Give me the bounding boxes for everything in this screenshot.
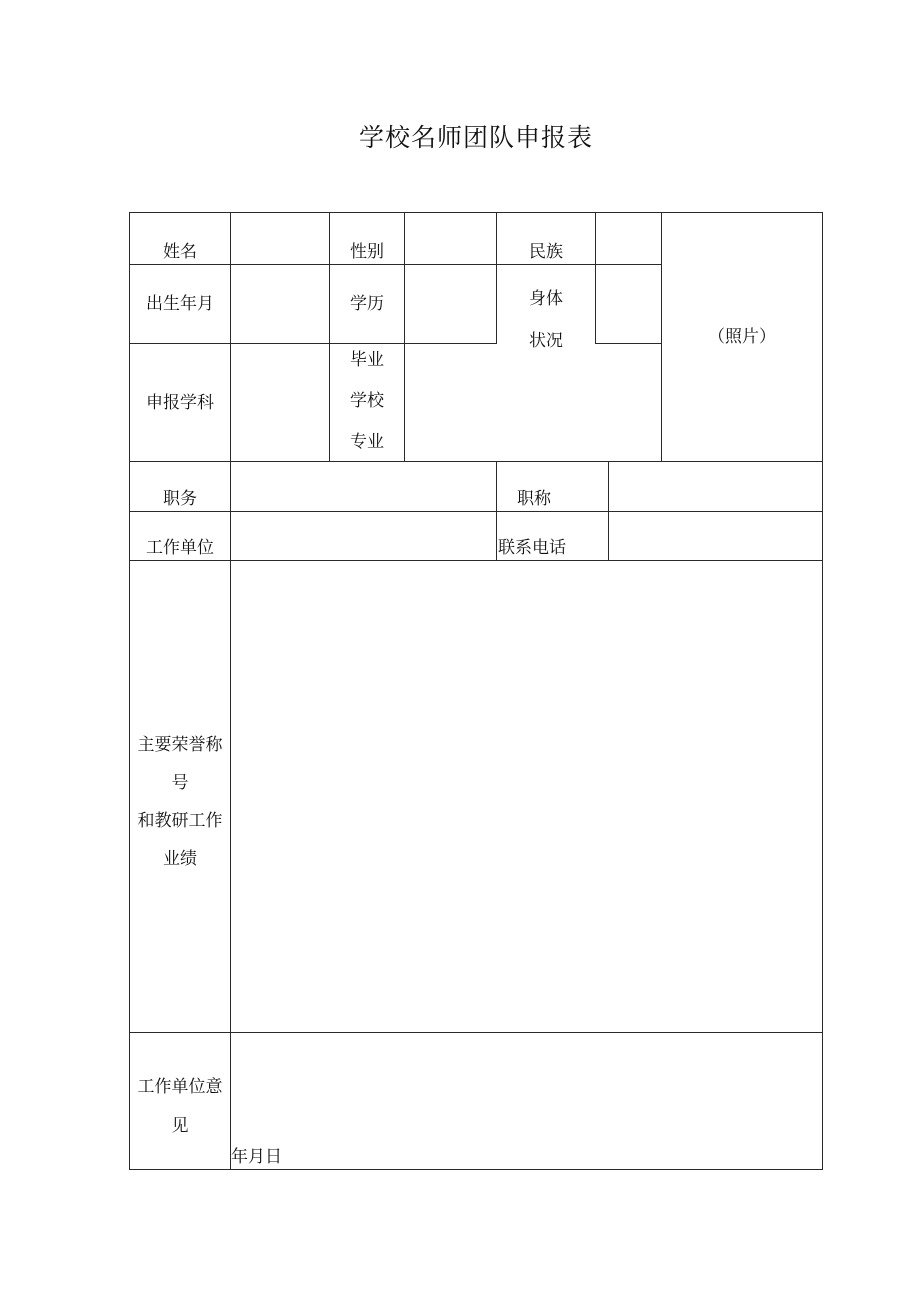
education-label: 学历 bbox=[350, 294, 384, 314]
school-major-label bbox=[330, 340, 404, 463]
honors-label-line4: 业绩 bbox=[163, 849, 197, 869]
subject-field[interactable] bbox=[231, 344, 329, 461]
title-rank-label: 职称 bbox=[517, 489, 551, 509]
school-major-field[interactable] bbox=[405, 344, 661, 461]
ethnicity-field[interactable] bbox=[596, 213, 661, 264]
form-title: 学校名师团队申报表 bbox=[358, 123, 593, 152]
honors-label-line1: 主要荣誉称 bbox=[137, 735, 223, 755]
health-label-line1: 身体 bbox=[529, 289, 563, 309]
health-label-line2: 状况 bbox=[529, 331, 563, 351]
table-border-right bbox=[822, 212, 823, 1170]
opinion-label bbox=[130, 1068, 230, 1146]
position-field[interactable] bbox=[231, 462, 496, 511]
school-major-line2: 学校 bbox=[350, 391, 384, 411]
date-label: 年月日 bbox=[231, 1147, 282, 1167]
honors-field[interactable] bbox=[231, 561, 822, 1032]
education-field[interactable] bbox=[405, 265, 496, 343]
phone-field[interactable] bbox=[609, 512, 822, 560]
honors-label-line2: 号 bbox=[171, 773, 189, 793]
table-border-bottom bbox=[129, 1169, 823, 1170]
name-label: 姓名 bbox=[163, 242, 197, 262]
ethnicity-label: 民族 bbox=[529, 242, 563, 262]
birth-date-label: 出生年月 bbox=[146, 294, 214, 314]
honors-label bbox=[130, 726, 230, 878]
work-unit-field[interactable] bbox=[231, 512, 496, 560]
rule-row1-left bbox=[129, 264, 231, 265]
opinion-label-line1: 工作单位意 bbox=[137, 1077, 223, 1097]
position-label: 职务 bbox=[163, 489, 197, 509]
gender-label: 性别 bbox=[350, 242, 384, 262]
application-form-table bbox=[129, 212, 823, 1170]
subject-label: 申报学科 bbox=[146, 393, 214, 413]
gender-field[interactable] bbox=[405, 213, 496, 264]
opinion-label-line2: 见 bbox=[171, 1116, 189, 1136]
school-major-line3: 专业 bbox=[350, 432, 384, 452]
phone-label: 联系电话 bbox=[498, 538, 566, 558]
health-field[interactable] bbox=[596, 265, 661, 343]
birth-date-field[interactable] bbox=[231, 265, 329, 343]
school-major-line1: 毕业 bbox=[350, 350, 384, 370]
rule-col4-bottom bbox=[496, 461, 497, 561]
table-border-left bbox=[129, 212, 130, 1170]
work-unit-label: 工作单位 bbox=[146, 538, 214, 558]
photo-placeholder: （照片） bbox=[708, 327, 776, 347]
name-field[interactable] bbox=[231, 213, 329, 264]
honors-label-line3: 和教研工作 bbox=[137, 811, 223, 831]
opinion-field[interactable] bbox=[231, 1033, 822, 1169]
title-rank-field[interactable] bbox=[609, 462, 822, 511]
